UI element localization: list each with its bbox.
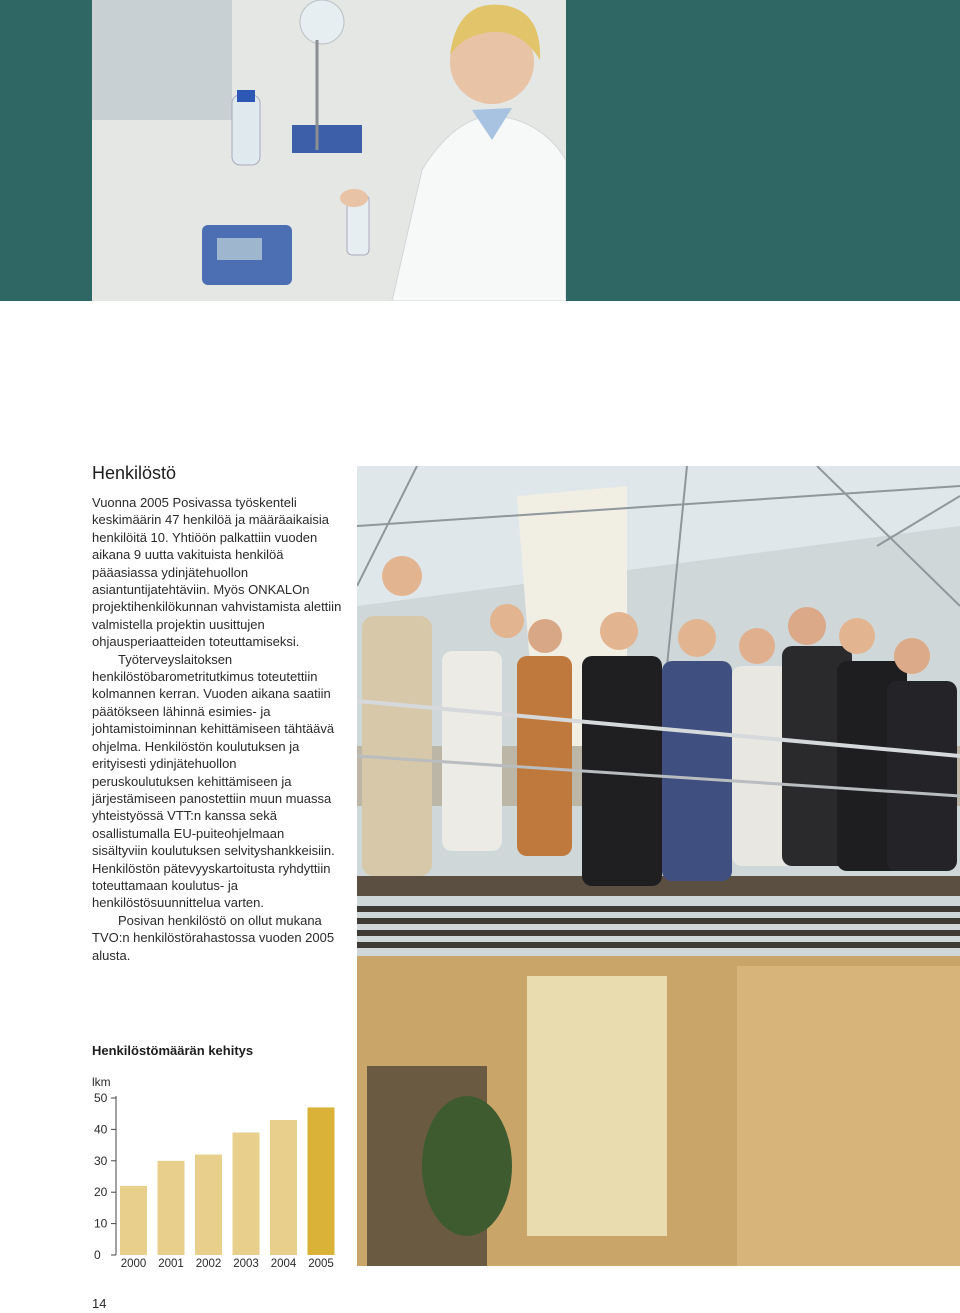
section-heading: Henkilöstö [92,463,177,483]
x-tick-label: 2005 [308,1258,334,1270]
paragraph-2: Työterveyslaitoksen henkilöstöbarometritutkimus toteutettiin kolmannen kerran. Vuoden aikana saatiin päätökseen lähinnä esimies- ja johtamistoiminnan kehittämiseen tähtäävä ohjelma. Henkilöstön koulutuksen ja erityisesti ydinjätehuollon peruskoulutuksen kehittämiseen ja järjestämiseen panostettiin muun muassa yhteistyössä VTT:n kanssa sekä osallistumalla EU-puiteohjelmaan sisältyviin koulutuksen selvityshankkeisiin. Henkilöstön pätevyyskartoitusta ryhdyttiin toteuttamaan koulutus- ja henkilöstösuunnittelua varten. [92,651,335,911]
chart-title: Henkilöstömäärän kehitys [92,1043,254,1058]
lab-photo [92,0,566,301]
paragraph-1: Vuonna 2005 Posivassa työskenteli keskimäärin 47 henkilöä ja määräaikaisia henkilöitä 10. Yhtiöön palkattiin vuoden aikana 9 uutta vakituista henkilöä pääasiassa ydinjätehuollon asiantuntijatehtäviin. Myös ONKALOn projektihenkilökunnan vahvistamista alettiin valmistella projektin uusittujen ohjausperiaatteiden toteuttamiseksi. [92,495,342,650]
teal-band-left [0,0,92,301]
y-tick-label: 20 [94,1185,108,1200]
chart-canvas [88,1070,348,1275]
bar-2002 [195,1155,222,1255]
bar-2001 [158,1161,185,1255]
bar-2003 [233,1133,260,1255]
page-number: 14 [92,1296,107,1311]
staff-group-photo [357,466,960,1266]
y-tick-label: 10 [94,1216,108,1231]
y-tick-label: 30 [94,1153,108,1168]
y-tick-label: 40 [94,1122,108,1137]
x-tick-label: 2004 [270,1258,297,1270]
bar-2005 [308,1107,335,1255]
x-tick-label: 2001 [158,1258,184,1270]
body-text [92,494,342,964]
paragraph-3: Posivan henkilöstö on ollut mukana TVO:n henkilöstörahastossa vuoden 2005 alusta. [92,912,335,963]
x-tick-label: 2002 [195,1258,222,1270]
teal-band-right [566,0,960,301]
y-tick-label: 0 [94,1248,101,1262]
bar-2000 [120,1186,147,1255]
x-tick-label: 2000 [120,1258,147,1270]
x-tick-label: 2003 [233,1258,259,1270]
bar-2004 [270,1120,297,1255]
staff-count-chart [88,1070,348,1275]
y-tick-label: 50 [94,1091,108,1105]
y-axis-label: lkm [92,1075,111,1089]
